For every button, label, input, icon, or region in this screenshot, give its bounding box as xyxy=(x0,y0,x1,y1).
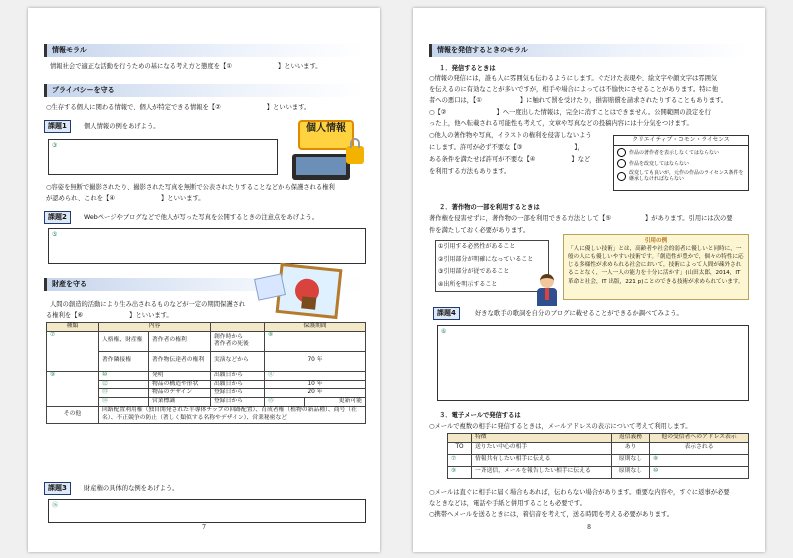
ip-text-2: る権利を【⑥ 】といいます。 xyxy=(46,312,173,319)
quote-example-text: 「人に優しい技術」とは，高齢者や社会的弱者に優しいと同時に，一般の人にも優しいやすい技術です。「創造性が豊かで，個々の特性に応じる多様性が求められる社会において，技術によって人間が疎外されることなく，一人一人の能力を十分に活かす」(山田太郎，2014，IT 革命と社会，IT 出版，221 p)ことのできる技術が求められています。 xyxy=(568,246,744,285)
page-number: 7 xyxy=(202,523,206,531)
s2-line-2: 件を満たしておく必要があります。 xyxy=(429,227,530,234)
page-left xyxy=(28,8,380,552)
s1-line-6: ○他人の著作物や写真，イラストの権利を侵害しないよう xyxy=(429,132,592,139)
share-alike-icon xyxy=(617,172,626,181)
kadai-4-prompt: 好きな歌手の歌詞を自分のブログに載せることができるか調べてみよう。 xyxy=(475,310,683,317)
creative-commons-box xyxy=(613,135,749,191)
portrait-right-text-2: が認められ、これを【④ 】といいます。 xyxy=(46,195,205,202)
table-header-row: 種類 内容 保護期間 xyxy=(47,323,366,332)
ip-text-1: 人間の創造的活動により生み出されるものなどが一定の期間保護され xyxy=(50,301,246,308)
section-1-title: １．発信するときは xyxy=(439,65,496,72)
s3-line-1: ○メールで複数の相手に発信するときは，メールアドレスの表示について考えて利用します。 xyxy=(429,423,692,430)
section-header-ip: 財産を守る xyxy=(44,278,364,291)
cc-title: クリエイティブ・コモン・ライセンス xyxy=(614,136,748,146)
quote-example-title: 引用の例 xyxy=(644,238,668,244)
kadai-3-answer-box[interactable]: ⑯ xyxy=(48,499,366,523)
page-number: 8 xyxy=(587,523,591,531)
painting-illustration xyxy=(276,263,343,319)
table-header-row: 特徴 返信義務 他の受信者へのアドレス表示 xyxy=(448,434,749,443)
table-row: ⑬ 物品のデザイン 登録日から 20 年 xyxy=(47,389,366,398)
s1-line-8: ある条件を満たせば許可が不要な【④ 】など xyxy=(429,156,591,163)
s3-line-3: なときなどは，電話や手紙と併用することも必要です。 xyxy=(429,500,586,507)
kadai-1-answer-box[interactable]: ③ xyxy=(48,139,278,175)
email-address-table xyxy=(447,433,749,479)
s1-line-7: にします。許可が必ず不要な【③ 】， xyxy=(429,144,584,151)
s2-line-1: 著作権を侵害せずに，著作物の一部を利用できる方法として【⑤ 】があります。引用には次の要 xyxy=(429,215,733,222)
s1-line-1: ○情報の発信には，誰も人に雰囲気も伝わるようにします。ぐだけた表現や、絵文字や顔文字は雰囲気 xyxy=(429,75,718,82)
kadai-2-prompt: Webページやブログなどで他人が写った写真を公開するときの注意点をあげよう。 xyxy=(84,214,318,221)
table-row: ⑫ 物品の構造や形状 出願日から 10 年 xyxy=(47,380,366,389)
table-row: その他 回路配置利用権（独自開発された半導体チップの回路配置）、育成者権（植物の新品種）、商号（社名）、不正競争の防止（著しく類似する名称やデザイン）、営業秘密など xyxy=(47,407,366,424)
table-row: 著作隣接権 著作物伝達者の権利 実演などから 70 年 xyxy=(47,351,366,371)
teacher-illustration xyxy=(535,274,559,308)
quote-example-box xyxy=(563,234,749,300)
s1-line-4: ○【② 】へ一度出した情報は，完全に消すことはできません。公開範囲の設定を行 xyxy=(429,109,711,116)
s1-line-9: を利用する方法もあります。 xyxy=(429,168,511,175)
s3-line-2: ○メールは直ぐに相手に届く場合もあれば，伝わらない場合があります。重要な内容や，すぐに返事が必要 xyxy=(429,489,730,496)
privacy-text-1: ○生存する個人に関わる情報で、個人が特定できる情報を【② 】といいます。 xyxy=(46,104,311,111)
kadai-1-prompt: 個人情報の例をあげよう。 xyxy=(84,123,160,130)
cc-item-by: 作品の著作者を表示しなくてはならない xyxy=(617,148,745,157)
kadai-1-badge: 課題1 xyxy=(44,120,71,133)
s1-line-5: った上，他へ転載される可能性も考えて，文章や写真などの投稿内容には十分気をつけます。 xyxy=(429,120,693,127)
personal-info-illustration xyxy=(284,120,368,182)
section-header-privacy: プライバシーを守る xyxy=(44,84,364,97)
table-row: ⑦ 人格権、財産権 著作者の権利 創作時から 著作者の死後 ⑧ xyxy=(47,331,366,351)
section-3-title: ３．電子メールで発信するは xyxy=(439,412,521,419)
morals-text: 情報社会で適正な活動を行うための基になる考え方と態度を【① 】といいます。 xyxy=(50,63,322,70)
cc-item-sa: 改変しても良いが，元作の作品のライセンス条件を継承しなければならない xyxy=(617,170,745,182)
portrait-right-text-1: ○容姿を無断で撮影されたり、撮影された写真を無断で公表されたりすることなどから保護される権利 xyxy=(46,184,335,191)
quote-conditions-box: ①引用する必然性があること ②引用部分が明確になっていること ③引用部分が従であること ④出所を明示すること xyxy=(435,240,549,292)
cc-item-nd: 作品を改変してはならない xyxy=(617,159,745,168)
kadai-3-badge: 課題3 xyxy=(44,482,71,495)
kadai-2-badge: 課題2 xyxy=(44,211,71,224)
table-row: ⑨ ⑩ 発明 出願日から ⑪ xyxy=(47,371,366,380)
table-row: ⑨ 一斉送信，メールを報告したい相手に伝える 原則なし ⑩ xyxy=(448,466,749,478)
page-right xyxy=(413,8,765,552)
table-row: ⑦ 情報共有したい相手に伝える 原則なし ⑧ xyxy=(448,454,749,466)
no-derivatives-icon xyxy=(617,159,626,168)
section-header-morals: 情報モラル xyxy=(44,44,364,57)
padlock-icon xyxy=(346,146,364,164)
table-row: TO 送りたい中心の相手 あり 表示される xyxy=(448,442,749,454)
section-header-sending: 情報を発信するときのモラル xyxy=(429,44,749,57)
s3-line-4: ○携帯へメールを送るときには，着信音を考えて，送る時間を考える必要があります。 xyxy=(429,511,674,518)
kadai-4-badge: 課題4 xyxy=(433,307,460,320)
kadai-3-prompt: 財産権の具体的な例をあげよう。 xyxy=(84,485,179,492)
section-2-title: ２．著作物の一部を利用するときは xyxy=(439,204,540,211)
ip-rights-table xyxy=(46,322,366,424)
personal-info-label: 個人情報 xyxy=(298,120,354,150)
s1-line-2: を伝えるのに有効なことが多いですが，相手や場合によっては不愉快にさせることがあります。特に他 xyxy=(429,86,719,93)
kadai-4-answer-box[interactable]: ⑥ xyxy=(437,325,749,401)
s1-line-3: 者への悪口は，【① 】に触れて罰を受けたり，損害賠償を請求されたりすることもあります。 xyxy=(429,97,728,104)
attribution-icon xyxy=(617,148,626,157)
kadai-2-answer-box[interactable]: ⑤ xyxy=(48,228,366,264)
table-row: ⑭ 営業標識 登録日から ⑮ 更新可能 xyxy=(47,398,366,407)
